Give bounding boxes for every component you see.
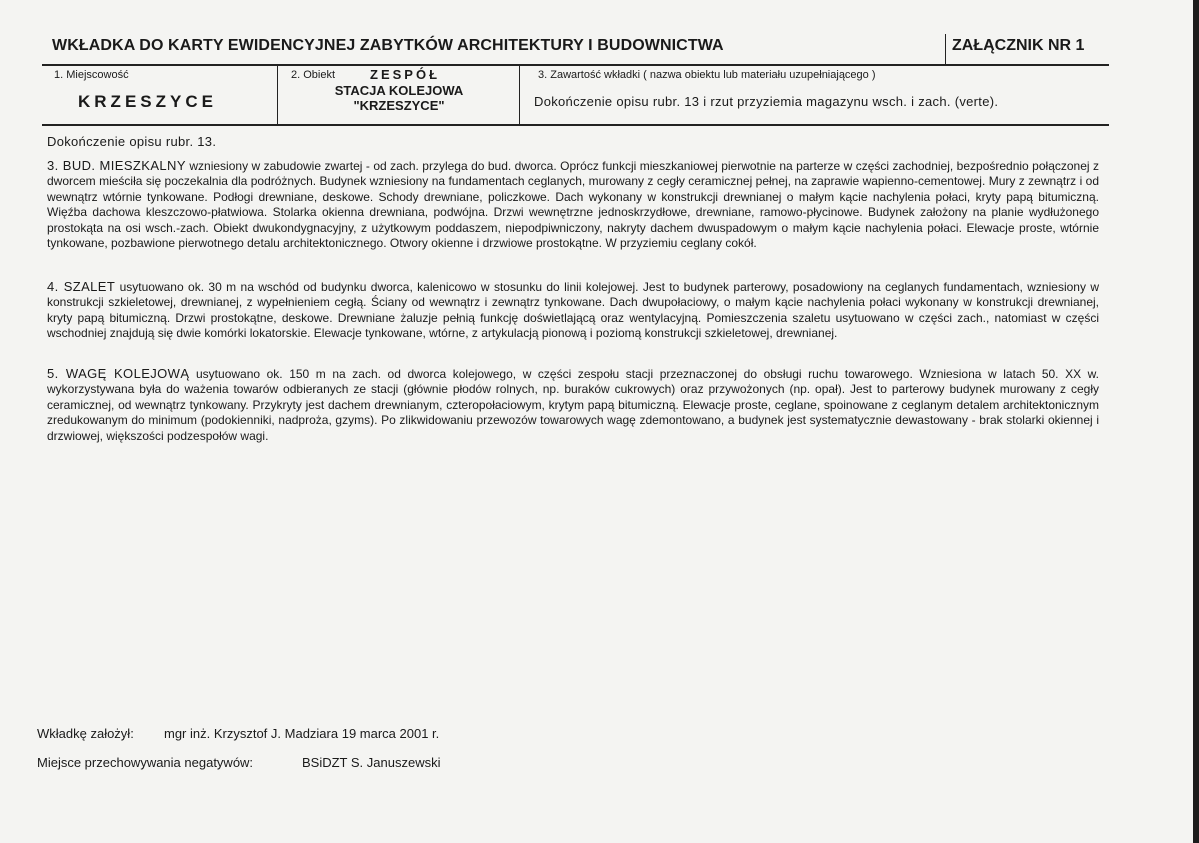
document-title: WKŁADKA DO KARTY EWIDENCYJNEJ ZABYTKÓW ARCHITEKTURY I BUDOWNICTWA [52,37,724,54]
annex-number: ZAŁĄCZNIK NR 1 [952,37,1085,54]
header-rule [42,64,1109,66]
column-divider-1 [277,65,278,124]
scan-edge [1193,0,1199,843]
negatives-value: BSiDZT S. Januszewski [302,755,441,770]
author-label: Wkładkę założył: [37,726,134,741]
paragraph-toilet-building [47,279,1099,342]
negatives-line [37,755,441,770]
place-value: KRZESZYCE [78,92,217,111]
paragraph-text: wzniesiony w zabudowie zwartej - od zach. przylega do bud. dworca. Oprócz funkcji mieszkaniowej pierwotnie na parterze w części zachodniej, bezpośrednio połączonej z dworcem mieściła się poczekalnia dla podróżnych. Budynek wzniesiony na fundamentach ceglanych, murowany z cegły ceramicznej pełnej, na zaprawie wapienno-cementowej. Mury z zewnątrz i od wewnątrz wtórnie tynkowane. Podłogi drewniane, deskowe. Schody drewniane, policzkowe. Dach wykonany w konstrukcji drewnianej o małym kącie nachylenia połaci, kryty papą bitumiczną. Więźba dachowa kleszczowo-płatwiowa. Stolarka okienna drewniana, podwójna. Drzwi wewnętrzne jednoskrzydłowe, drewniane, ramowo-płycinowe. Budynek założony na planie wydłużonego prostokąta na osi wsch.-zach. Obiekt dwukondygnacyjny, z użytkowym poddaszem, niepodpiwniczony, nakryty dachem dwuspadowym o małym kącie nachylenia połaci. Elewacje proste, wtórnie tynkowane, pozbawione pierwotnego detalu architektonicznego. Otwory okienne i drzwiowe prostokątne. W przyziemiu ceglany cokół. [47,159,1099,251]
contents-label: 3. Zawartość wkładki ( nazwa obiektu lub materiału uzupełniającego ) [538,69,876,81]
author-value: mgr inż. Krzysztof J. Madziara 19 marca 2001 r. [164,726,440,741]
paragraph-text: usytuowano ok. 150 m na zach. od dworca kolejowego, w części zespołu stacji przeznaczonej do obsługi ruchu towarowego. Wzniesiona w latach 50. XX w. wykorzystywana była do ważenia towarów odbieranych ze stacji (głównie płodów rolnych, np. buraków cukrowych) oraz przywożonych (np. opał). Jest to parterowy budynek murowany z cegły ceramicznej, od wewnątrz tynkowany. Przykryty jest dachem drewnianym, czteropołaciowym, krytym papą bitumiczną. Elewacje proste, ceglane, spoinowane z ceglanym detalem architektonicznym zredukowanym do minimum (podokienniki, nadproża, gzyms). Po zlikwidowaniu przewozów towarowych wagę zdemontowano, a budynek jest systematycznie dewastowany - brak stolarki okiennej i drzwiowej, większości podzespołów wagi. [47,367,1100,443]
annex-divider [945,34,946,64]
paragraph-residential-building [47,158,1099,251]
object-name-line1: STACJA KOLEJOWA [334,83,464,98]
object-label: 2. Obiekt [291,69,336,81]
column-divider-2 [519,65,520,124]
object-name-line2: "KRZESZYCE" [353,98,445,113]
paragraph-lead: 4. SZALET [47,279,116,294]
contents-value: Dokończenie opisu rubr. 13 i rzut przyziemia magazynu wsch. i zach. (verte). [534,94,999,109]
object-name [279,83,519,113]
paragraph-lead: 3. BUD. MIESZKALNY [47,158,186,173]
paragraph-text: usytuowano ok. 30 m na wschód od budynku dworca, kalenicowo w stosunku do linii kolejowej. Jest to budynek parterowy, posadowiony na ceglanych fundamentach, wzniesiony w konstrukcji szkieletowej, drewnianej, z wypełnieniem cegłą. Ściany od wewnątrz i zewnątrz tynkowane. Dach dwupołaciowy, o małym kącie nachylenia połaci wykonany w konstrukcji drewnianej, kryty papą bitumiczną. Drzwi prostokątne, deskowe. Drewniane żaluzje pełnią funkcję doświetlającą oraz wentylacyjną. Pomieszczenia szaletu usytuowano w części zach., natomiast w części wschodniej znajdują się dwie komórki lokatorskie. Elewacje tynkowane, wtórne, z artykulacją pionową i poziomą konstrukcji szkieletowej, drewnianej. [47,280,1099,341]
place-label: 1. Miejscowość [54,69,129,81]
fields-rule [42,124,1109,126]
author-line [37,726,440,741]
intro-text: Dokończenie opisu rubr. 13. [47,134,217,149]
paragraph-lead: 5. WAGĘ KOLEJOWĄ [47,366,190,381]
object-group: ZESPÓŁ [370,67,441,82]
paragraph-railway-scale [47,366,1099,444]
negatives-label: Miejsce przechowywania negatywów: [37,755,254,770]
